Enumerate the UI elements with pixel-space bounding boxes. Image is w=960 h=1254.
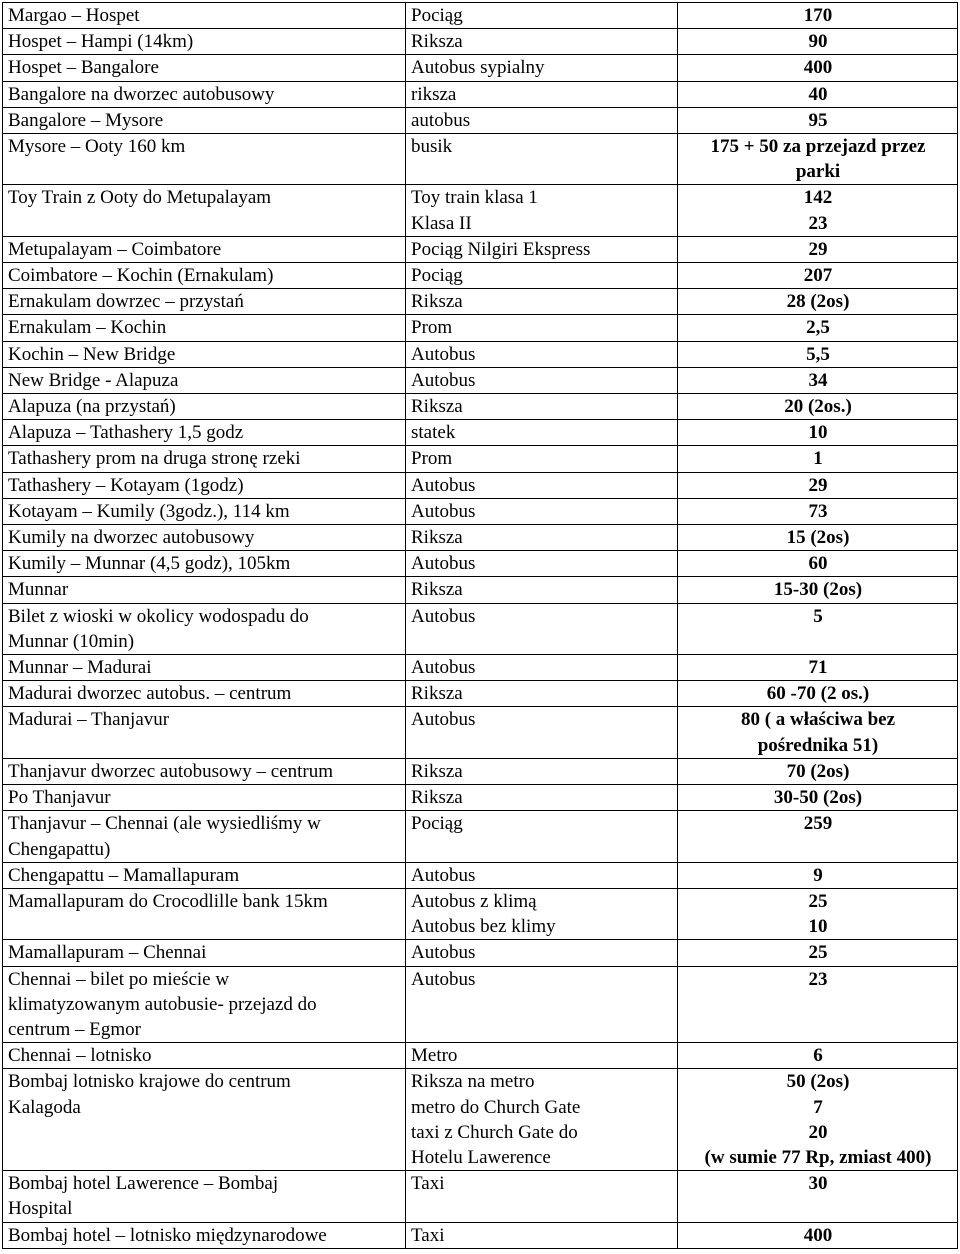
price-cell: 90: [678, 29, 958, 55]
transport-cell: Riksza: [406, 29, 678, 55]
transport-cell: Riksza: [406, 681, 678, 707]
price-cell: 71: [678, 655, 958, 681]
table-row: [3, 236, 958, 262]
route-cell: Coimbatore – Kochin (Ernakulam): [3, 263, 406, 289]
transport-cell: Autobus z klimą Autobus bez klimy: [406, 888, 678, 939]
table-row: [3, 577, 958, 603]
transport-cell: riksza: [406, 81, 678, 107]
price-cell: 400: [678, 1222, 958, 1248]
price-cell: 9: [678, 862, 958, 888]
route-cell: Margao – Hospet: [3, 3, 406, 29]
transport-cell: Riksza: [406, 289, 678, 315]
route-cell: Hospet – Bangalore: [3, 55, 406, 81]
route-cell: Toy Train z Ooty do Metupalayam: [3, 185, 406, 236]
price-cell: 73: [678, 498, 958, 524]
table-row: [3, 707, 958, 758]
transport-cell: Autobus: [406, 862, 678, 888]
transport-cell: Prom: [406, 446, 678, 472]
table-row: [3, 394, 958, 420]
transport-cell: Autobus: [406, 655, 678, 681]
route-cell: Bangalore na dworzec autobusowy: [3, 81, 406, 107]
table-row: [3, 420, 958, 446]
table-row: [3, 498, 958, 524]
route-cell: Kochin – New Bridge: [3, 341, 406, 367]
price-cell: 259: [678, 811, 958, 862]
price-cell: 40: [678, 81, 958, 107]
price-cell: 10: [678, 420, 958, 446]
route-cell: Munnar: [3, 577, 406, 603]
table-row: [3, 107, 958, 133]
price-cell: 15 (2os): [678, 525, 958, 551]
table-row: [3, 29, 958, 55]
price-cell: 29: [678, 472, 958, 498]
transport-cell: Autobus: [406, 966, 678, 1043]
table-row: [3, 446, 958, 472]
transport-cell: autobus: [406, 107, 678, 133]
route-cell: Tathashery prom na druga stronę rzeki: [3, 446, 406, 472]
price-cell: 28 (2os): [678, 289, 958, 315]
transport-cell: Riksza: [406, 758, 678, 784]
transport-cell: Autobus: [406, 367, 678, 393]
price-cell: 175 + 50 za przejazd przez parki: [678, 134, 958, 185]
transport-cell: statek: [406, 420, 678, 446]
route-cell: Tathashery – Kotayam (1godz): [3, 472, 406, 498]
route-cell: Thanjavur dworzec autobusowy – centrum: [3, 758, 406, 784]
route-cell: Bombaj hotel Lawerence – Bombaj Hospital: [3, 1171, 406, 1222]
table-row: [3, 289, 958, 315]
price-cell: 142 23: [678, 185, 958, 236]
price-cell: 2,5: [678, 315, 958, 341]
table-row: [3, 81, 958, 107]
price-cell: 80 ( a właściwa bez pośrednika 51): [678, 707, 958, 758]
table-row: [3, 1043, 958, 1069]
price-cell: 400: [678, 55, 958, 81]
transport-cell: Autobus: [406, 498, 678, 524]
table-row: [3, 551, 958, 577]
transport-cell: Metro: [406, 1043, 678, 1069]
price-cell: 60 -70 (2 os.): [678, 681, 958, 707]
price-cell: 6: [678, 1043, 958, 1069]
price-cell: 70 (2os): [678, 758, 958, 784]
table-row: [3, 134, 958, 185]
route-cell: Chennai – bilet po mieście w klimatyzowanym autobusie- przejazd do centrum – Egmor: [3, 966, 406, 1043]
table-row: [3, 862, 958, 888]
route-cell: Bilet z wioski w okolicy wodospadu do Munnar (10min): [3, 603, 406, 654]
transport-cell: Autobus: [406, 472, 678, 498]
table-row: [3, 966, 958, 1043]
price-cell: 20 (2os.): [678, 394, 958, 420]
table-row: [3, 315, 958, 341]
price-cell: 170: [678, 3, 958, 29]
table-row: [3, 1171, 958, 1222]
route-cell: New Bridge - Alapuza: [3, 367, 406, 393]
price-cell: 207: [678, 263, 958, 289]
table-row: [3, 1222, 958, 1248]
route-cell: Mamallapuram do Crocodlille bank 15km: [3, 888, 406, 939]
route-cell: Chennai – lotnisko: [3, 1043, 406, 1069]
table-row: [3, 681, 958, 707]
transport-cell: Autobus: [406, 940, 678, 966]
route-cell: Madurai dworzec autobus. – centrum: [3, 681, 406, 707]
price-cell: 5: [678, 603, 958, 654]
route-cell: Munnar – Madurai: [3, 655, 406, 681]
route-cell: Alapuza (na przystań): [3, 394, 406, 420]
table-row: [3, 1069, 958, 1171]
price-cell: 25 10: [678, 888, 958, 939]
transport-cell: Taxi: [406, 1222, 678, 1248]
price-cell: 1: [678, 446, 958, 472]
route-cell: Bangalore – Mysore: [3, 107, 406, 133]
transport-cell: Riksza na metro metro do Church Gate taxi z Church Gate do Hotelu Lawerence: [406, 1069, 678, 1171]
route-cell: Kotayam – Kumily (3godz.), 114 km: [3, 498, 406, 524]
transport-cell: busik: [406, 134, 678, 185]
price-cell: 34: [678, 367, 958, 393]
route-cell: Ernakulam – Kochin: [3, 315, 406, 341]
route-cell: Bombaj lotnisko krajowe do centrum Kalagoda: [3, 1069, 406, 1171]
table-row: [3, 185, 958, 236]
transport-cell: Riksza: [406, 394, 678, 420]
table-row: [3, 367, 958, 393]
table-row: [3, 758, 958, 784]
transport-cell: Autobus: [406, 603, 678, 654]
price-cell: 23: [678, 966, 958, 1043]
route-cell: Kumily na dworzec autobusowy: [3, 525, 406, 551]
transport-cell: Autobus: [406, 707, 678, 758]
table-row: [3, 655, 958, 681]
transport-cell: Toy train klasa 1 Klasa II: [406, 185, 678, 236]
transport-cell: Pociąg: [406, 263, 678, 289]
price-cell: 60: [678, 551, 958, 577]
route-cell: Bombaj hotel – lotnisko międzynarodowe: [3, 1222, 406, 1248]
transport-cell: Riksza: [406, 525, 678, 551]
price-cell: 95: [678, 107, 958, 133]
transport-cell: Riksza: [406, 785, 678, 811]
price-cell: 15-30 (2os): [678, 577, 958, 603]
table-row: [3, 811, 958, 862]
table-row: [3, 785, 958, 811]
table-row: [3, 888, 958, 939]
route-cell: Madurai – Thanjavur: [3, 707, 406, 758]
route-cell: Alapuza – Tathashery 1,5 godz: [3, 420, 406, 446]
transport-cell: Pociąg: [406, 3, 678, 29]
price-cell: 5,5: [678, 341, 958, 367]
table-row: [3, 525, 958, 551]
route-cell: Ernakulam dowrzec – przystań: [3, 289, 406, 315]
table-row: [3, 263, 958, 289]
transport-cost-table: [2, 2, 958, 1249]
transport-cell: Autobus: [406, 551, 678, 577]
table-row: [3, 940, 958, 966]
transport-cell: Pociąg Nilgiri Ekspress: [406, 236, 678, 262]
price-cell: 29: [678, 236, 958, 262]
table-row: [3, 341, 958, 367]
route-cell: Po Thanjavur: [3, 785, 406, 811]
transport-cell: Taxi: [406, 1171, 678, 1222]
transport-cell: Autobus: [406, 341, 678, 367]
route-cell: Hospet – Hampi (14km): [3, 29, 406, 55]
route-cell: Kumily – Munnar (4,5 godz), 105km: [3, 551, 406, 577]
price-cell: 30: [678, 1171, 958, 1222]
route-cell: Thanjavur – Chennai (ale wysiedliśmy w Chengapattu): [3, 811, 406, 862]
transport-cell: Prom: [406, 315, 678, 341]
price-cell: 25: [678, 940, 958, 966]
table-row: [3, 3, 958, 29]
route-cell: Mysore – Ooty 160 km: [3, 134, 406, 185]
transport-cell: Riksza: [406, 577, 678, 603]
table-row: [3, 55, 958, 81]
table-row: [3, 472, 958, 498]
route-cell: Chengapattu – Mamallapuram: [3, 862, 406, 888]
table-body: [3, 3, 958, 1249]
transport-cell: Pociąg: [406, 811, 678, 862]
price-cell: 50 (2os) 7 20 (w sumie 77 Rp, zmiast 400): [678, 1069, 958, 1171]
route-cell: Mamallapuram – Chennai: [3, 940, 406, 966]
table-row: [3, 603, 958, 654]
price-cell: 30-50 (2os): [678, 785, 958, 811]
route-cell: Metupalayam – Coimbatore: [3, 236, 406, 262]
transport-cell: Autobus sypialny: [406, 55, 678, 81]
